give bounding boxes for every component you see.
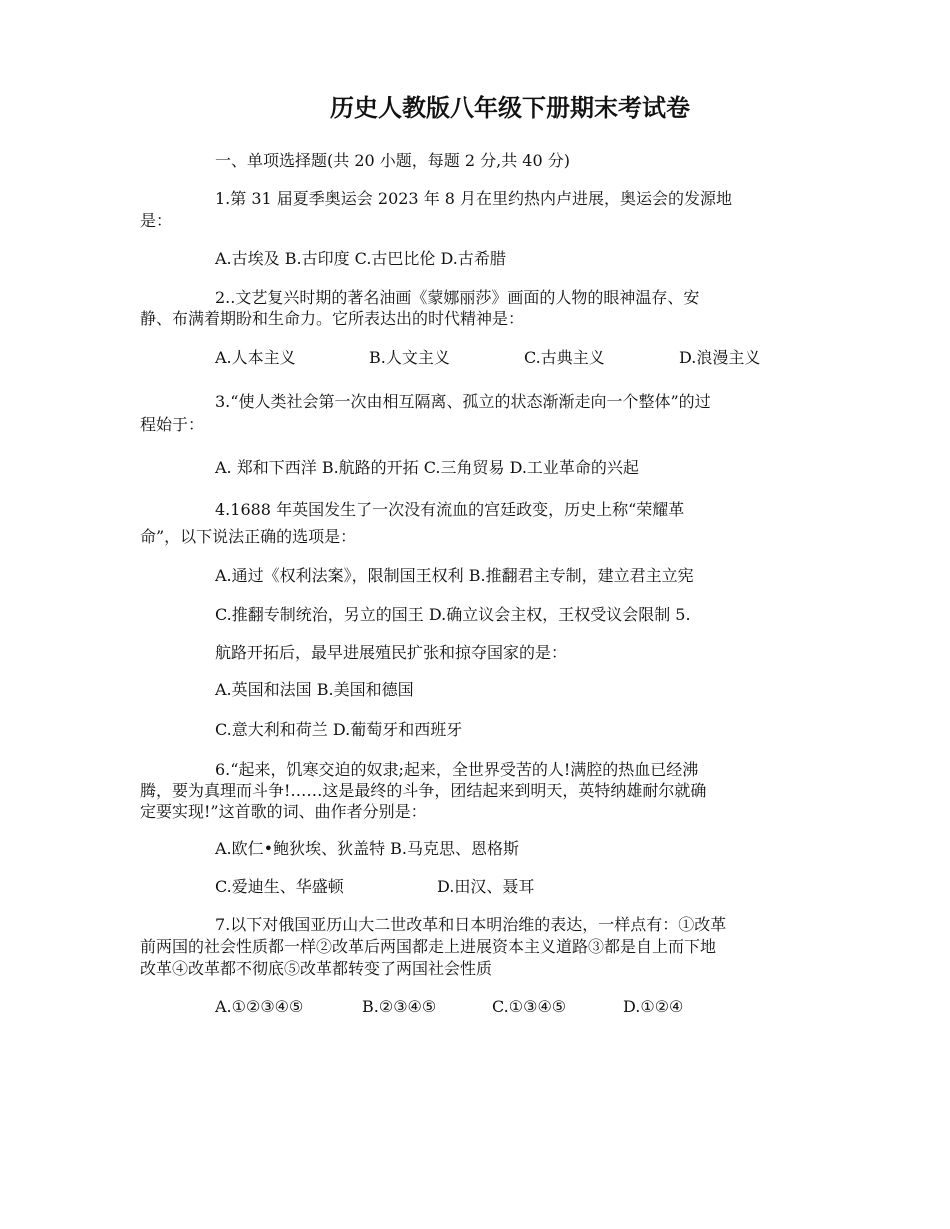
question-7-line-1: 7.以下对俄国亚历山大二世改革和日本明治维的表达，一样点有：①改革	[215, 915, 727, 934]
question-2-line-2: 静、布满着期盼和生命力。它所表达出的时代精神是：	[140, 309, 525, 328]
question-1-line-2: 是：	[140, 211, 173, 230]
question-3-options: A. 郑和下西洋 B.航路的开拓 C.三角贸易 D.工业革命的兴起	[215, 458, 639, 477]
question-6-options-1: A.欧仁•鲍狄埃、狄盖特 B.马克思、恩格斯	[215, 839, 520, 858]
question-7-line-3: 改革④改革都不彻底⑤改革都转变了两国社会性质	[140, 959, 493, 978]
question-6-line-2: 腾，要为真理而斗争!……这是最终的斗争，团结起来到明天，英特纳雄耐尔就确	[140, 781, 707, 800]
section-heading: 一、单项选择题(共 20 小题，每题 2 分,共 40 分)	[215, 151, 570, 170]
question-7-line-2: 前两国的社会性质都一样②改革后两国都走上进展资本主义道路③都是自上而下地	[140, 937, 717, 956]
question-2-option-a: A.人本主义	[215, 348, 296, 367]
question-5-options-2: C.意大利和荷兰 D.葡萄牙和西班牙	[215, 720, 463, 739]
question-7-option-d: D.①②④	[623, 997, 684, 1016]
question-4-options-2: C.推翻专制统治，另立的国王 D.确立议会主权，王权受议会限制 5.	[215, 605, 691, 624]
question-2-option-c: C.古典主义	[524, 348, 605, 367]
question-3-line-1: 3.“使人类社会第一次由相互隔离、孤立的状态渐渐走向一个整体”的过	[215, 392, 711, 411]
question-5-options-1: A.英国和法国 B.美国和德国	[215, 680, 414, 699]
question-6-line-3: 定要实现!”这首歌的词、曲作者分别是：	[140, 802, 427, 821]
question-6-line-1: 6.“起来，饥寒交迫的奴隶;起来，全世界受苦的人!满腔的热血已经沸	[215, 760, 699, 779]
question-6-option-d: D.田汉、聂耳	[437, 877, 535, 896]
page-title: 历史人教版八年级下册期末考试卷	[330, 93, 690, 122]
question-4-line-1: 4.1688 年英国发生了一次没有流血的宫廷政变，历史上称“荣耀革	[215, 500, 685, 519]
question-1-options: A.古埃及 B.古印度 C.古巴比伦 D.古希腊	[215, 249, 506, 268]
question-5-line-1: 航路开拓后，最早进展殖民扩张和掠夺国家的是：	[215, 643, 568, 662]
question-2-option-d: D.浪漫主义	[679, 348, 761, 367]
question-6-option-c: C.爱迪生、华盛顿	[215, 877, 344, 896]
question-7-option-b: B.②③④⑤	[362, 997, 437, 1016]
question-1-line-1: 1.第 31 届夏季奥运会 2023 年 8 月在里约热内卢进展，奥运会的发源地	[215, 189, 733, 208]
question-4-line-2: 命”，以下说法正确的选项是：	[140, 527, 357, 546]
question-7-option-a: A.①②③④⑤	[215, 997, 304, 1016]
question-3-line-2: 程始于：	[140, 415, 205, 434]
question-2-option-b: B.人文主义	[369, 348, 450, 367]
question-4-options-1: A.通过《权利法案》，限制国王权利 B.推翻君主专制，建立君主立宪	[215, 566, 694, 585]
question-7-option-c: C.①③④⑤	[492, 997, 567, 1016]
question-2-line-1: 2..文艺复兴时期的著名油画《蒙娜丽莎》画面的人物的眼神温存、安	[215, 288, 700, 307]
